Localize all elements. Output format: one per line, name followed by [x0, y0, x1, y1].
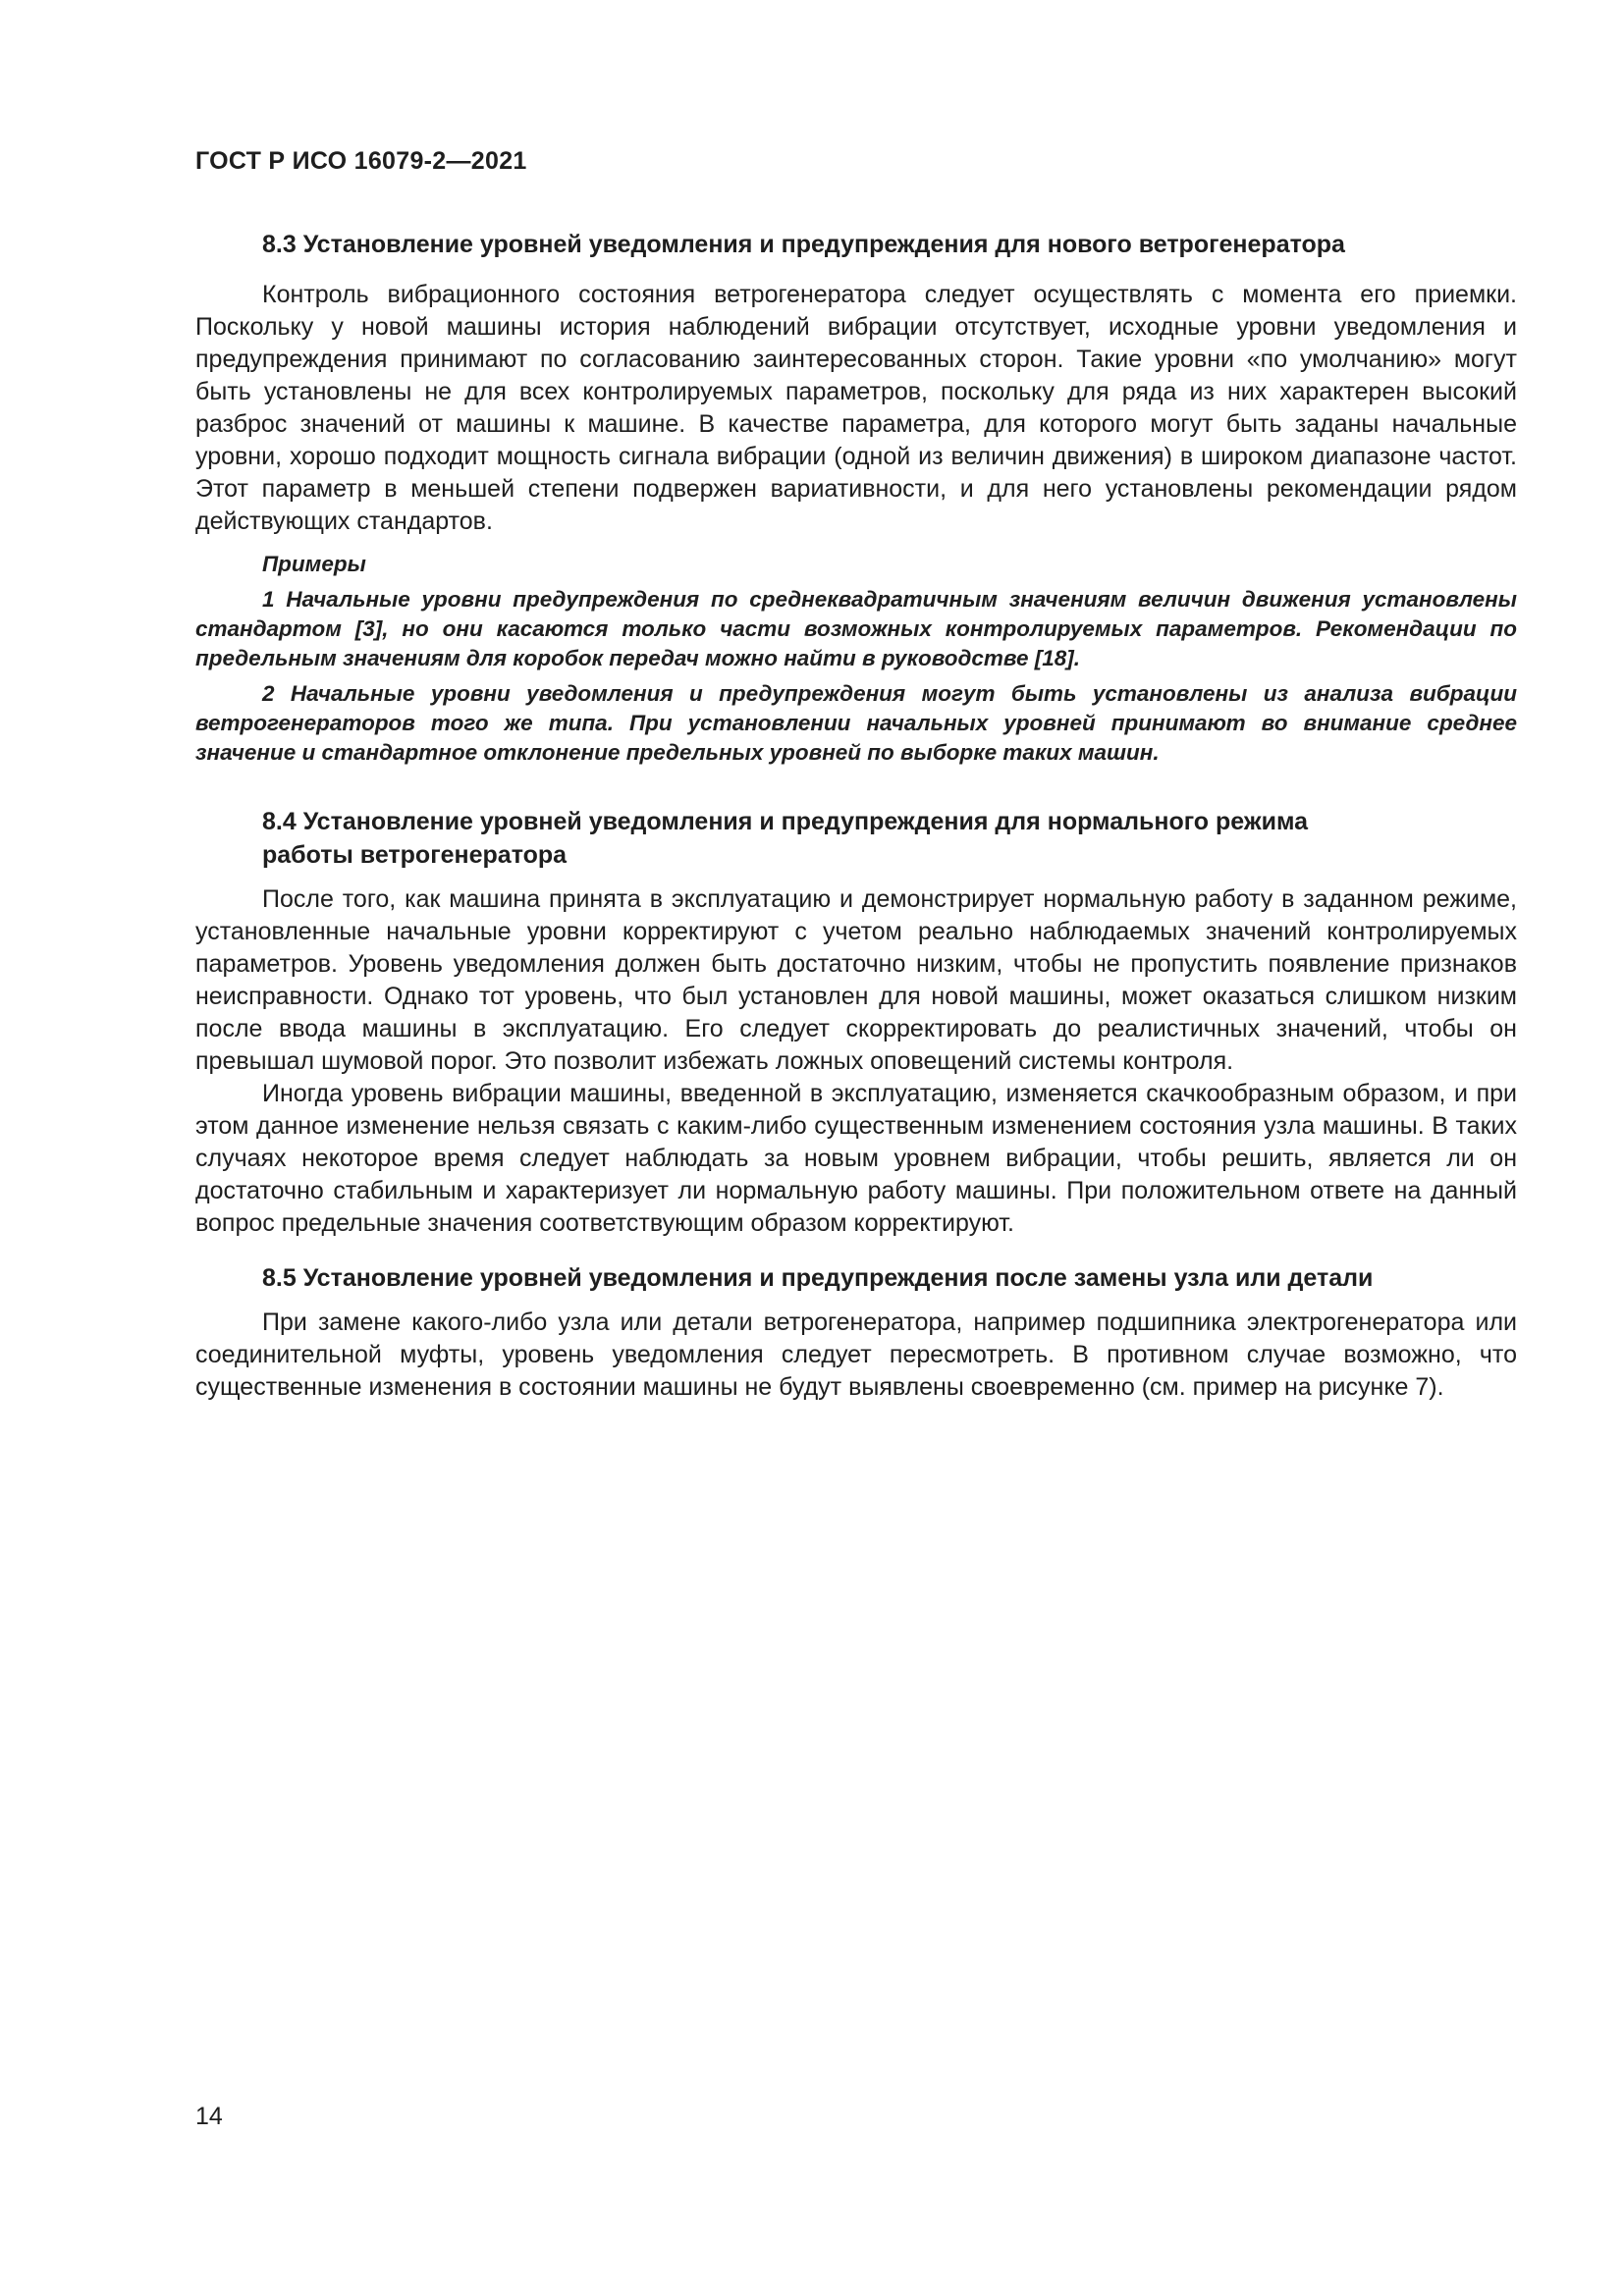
section-8-4-paragraph-1: После того, как машина принята в эксплуатацию и демонстрирует нормальную работу в заданном режиме, установленные начальные уровни корректируют с учетом реально наблюдаемых значений контролируемых параметров. Уровень уведомления должен быть достаточно низким, чтобы не пропустить появление признаков неисправности. Однако тот уровень, что был установлен для новой машины, может оказаться слишком низким после ввода машины в эксплуатацию. Его следует скорректировать до реалистичных значений, чтобы он превышал шумовой порог. Это позволит избежать ложных оповещений системы контроля.	[195, 885, 1517, 1075]
document-code-header: ГОСТ Р ИСО 16079-2—2021	[195, 147, 527, 175]
section-8-3-heading: 8.3 Установление уровней уведомления и предупреждения для нового ветрогенератора	[262, 231, 1345, 258]
section-8-4-heading	[195, 805, 1517, 872]
examples-title: Примеры	[262, 552, 366, 576]
section-8-4-paragraph-2: Иногда уровень вибрации машины, введенной в эксплуатацию, изменяется скачкообразным образом, и при этом данное изменение нельзя связать с каким-либо существенным изменением состояния узла машины. В таких случаях некоторое время следует наблюдать за новым уровнем вибрации, чтобы решить, является ли он достаточно стабильным и характеризует ли нормальную работу машины. При положительном ответе на данный вопрос предельные значения соответствующим образом корректируют.	[195, 1080, 1517, 1237]
section-8-4-heading-line-1: 8.4 Установление уровней уведомления и предупреждения для нормального режима	[262, 808, 1309, 835]
section-8-5-paragraph: При замене какого-либо узла или детали ветрогенератора, например подшипника электрогенератора или соединительной муфты, уровень уведомления следует пересмотреть. В противном случае возможно, что существенные изменения в состоянии машины не будут выявлены своевременно (см. пример на рисунке 7).	[195, 1308, 1517, 1401]
section-8-3-paragraph: Контроль вибрационного состояния ветрогенератора следует осуществлять с момента его приемки. Поскольку у новой машины история наблюдений вибрации отсутствует, исходные уровни уведомления и предупреждения принимают по согласованию заинтересованных сторон. Такие уровни «по умолчанию» могут быть установлены не для всех контролируемых параметров, поскольку для ряда из них характерен высокий разброс значений от машины к машине. В качестве параметра, для которого могут быть заданы начальные уровни, хорошо подходит мощность сигнала вибрации (одной из величин движения) в широком диапазоне частот. Этот параметр в меньшей степени подвержен вариативности, и для него установлены рекомендации рядом действующих стандартов.	[195, 281, 1517, 535]
section-8-4-heading-line-2: работы ветрогенератора	[262, 841, 568, 869]
example-1: 1 Начальные уровни предупреждения по среднеквадратичным значениям величин движения установлены стандартом [3], но они касаются только части возможных контролируемых параметров. Рекомендации по предельным значениям для коробок передач можно найти в руководстве [18].	[195, 587, 1517, 670]
page-number: 14	[195, 2103, 223, 2130]
document-body	[195, 228, 1517, 1404]
section-8-5-heading: 8.5 Установление уровней уведомления и предупреждения после замены узла или детали	[262, 1264, 1374, 1292]
example-2: 2 Начальные уровни уведомления и предупреждения могут быть установлены из анализа вибрации ветрогенераторов того же типа. При установлении начальных уровней принимают во внимание среднее значение и стандартное отклонение предельных уровней по выборке таких машин.	[195, 681, 1517, 765]
